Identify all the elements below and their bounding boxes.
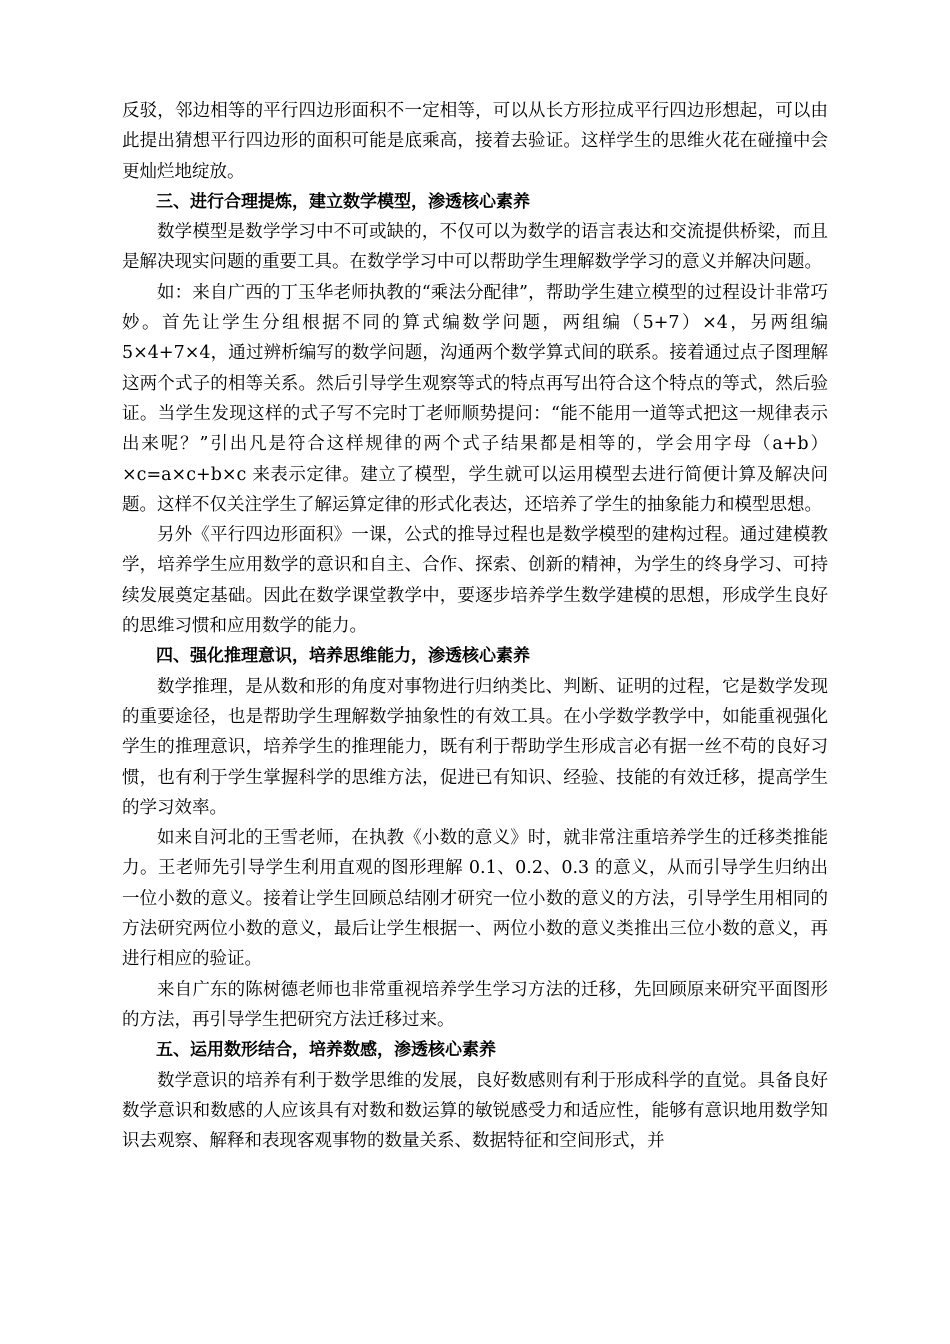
paragraph-model-intro: 数学模型是数学学习中不可或缺的，不仅可以为数学的语言表达和交流提供桥梁，而且是解决现实问题的重要工具。在数学学习中可以帮助学生理解数学学习的意义并解决问题。	[122, 222, 828, 273]
paragraph-reasoning-intro: 数学推理，是从数和形的角度对事物进行归纳类比、判断、证明的过程，它是数学发现的重要途径，也是帮助学生理解数学抽象性的有效工具。在小学数学教学中，如能重视强化学生的推理意识，培养学生的推理能力，既有利于帮助学生形成言必有据一丝不苟的良好习惯，也有利于学生掌握科学的思维方法，促进已有知识、经验、技能的有效迁移，提高学生的学习效率。	[122, 676, 828, 818]
paragraph-number-sense: 数学意识的培养有利于数学思维的发展，良好数感则有利于形成科学的直觉。具备良好数学意识和数感的人应该具有对数和数运算的敏锐感受力和适应性，能够有意识地用数学知识去观察、解释和表现客观事物的数量关系、数据特征和空间形式，并	[122, 1070, 828, 1152]
paragraph-continuation: 反驳，邻边相等的平行四边形面积不一定相等，可以从长方形拉成平行四边形想起，可以由此提出猜想平行四边形的面积可能是底乘高，接着去验证。这样学生的思维火花在碰撞中会更灿烂地绽放。	[122, 101, 828, 182]
paragraph-reasoning-example: 如来自河北的王雪老师，在执教《小数的意义》时，就非常注重培养学生的迁移类推能力。王老师先引导学生利用直观的图形理解 0.1、0.2、0.3 的意义，从而引导学生归纳出一位小数的意义。接着让学生回顾总结刚才研究一位小数的意义的方法，引导学生用相同的方法研究两位小数的意义，最后让学生根据一、两位小数的意义类推出三位小数的意义，再进行相应的验证。	[122, 828, 828, 970]
document-page	[122, 96, 828, 1156]
section-heading-5: 五、运用数形结合，培养数感，渗透核心素养	[156, 1040, 496, 1061]
section-heading-3: 三、进行合理提炼，建立数学模型，渗透核心素养	[156, 191, 530, 212]
paragraph-reasoning-example-2: 来自广东的陈树德老师也非常重视培养学生学习方法的迁移，先回顾原来研究平面图形的方法，再引导学生把研究方法迁移过来。	[122, 979, 828, 1030]
paragraph-model-example: 如：来自广西的丁玉华老师执教的“乘法分配律”，帮助学生建立模型的过程设计非常巧妙。首先让学生分组根据不同的算式编数学问题，两组编（5+7）×4，另两组编 5×4+7×4，通过辨析编写的数学问题，沟通两个数学算式间的联系。接着通过点子图理解这两个式子的相等关系。然后引导学生观察等式的特点再写出符合这个特点的等式，然后验证。当学生发现这样的式子写不完时丁老师顺势提问：“能不能用一道等式把这一规律表示出来呢？”引出凡是符合这样规律的两个式子结果都是相等的，学会用字母（a+b）×c=a×c+b×c 来表示定律。建立了模型，学生就可以运用模型去进行简便计算及解决问题。这样不仅关注学生了解运算定律的形式化表达，还培养了学生的抽象能力和模型思想。	[122, 282, 828, 515]
section-heading-4: 四、强化推理意识，培养思维能力，渗透核心素养	[156, 646, 530, 667]
paragraph-model-summary: 另外《平行四边形面积》一课，公式的推导过程也是数学模型的建构过程。通过建模教学，培养学生应用数学的意识和自主、合作、探索、创新的精神，为学生的终身学习、可持续发展奠定基础。因此在数学课堂教学中，要逐步培养学生数学建模的思想，形成学生良好的思维习惯和应用数学的能力。	[122, 525, 828, 637]
